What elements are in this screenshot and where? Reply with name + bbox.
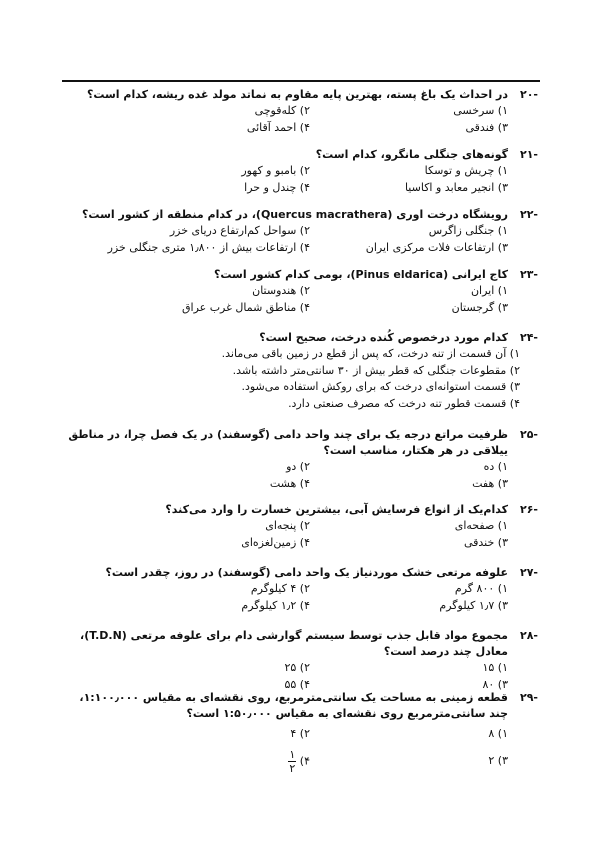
question-20 xyxy=(60,87,538,136)
option-2[interactable]: ۲) هندوستان xyxy=(252,284,310,297)
option-2[interactable]: ۲) سواحل کم‌ارتفاع دریای خزر xyxy=(169,224,310,237)
question-number: -۲۵ xyxy=(519,428,538,441)
option-4[interactable]: ۴) قسمت قطور تنه درخت که مصرف صنعتی دارد. xyxy=(288,396,520,410)
option-2[interactable]: ۲) ۴ xyxy=(290,727,310,740)
option-2[interactable]: ۲) دو xyxy=(286,460,310,473)
option-3[interactable]: ۳) انجیر معابد و اکاسیا xyxy=(404,180,508,194)
fraction-numerator: ۱ xyxy=(289,747,296,761)
question-27 xyxy=(60,565,538,614)
question-24 xyxy=(60,330,538,412)
option-4[interactable] xyxy=(142,749,340,774)
option-1[interactable]: ۱) صفحه‌ای xyxy=(454,519,508,532)
option-3[interactable]: ۳) ۸۰ xyxy=(482,677,508,691)
question-text: گونه‌های جنگلی مانگرو، کدام است؟ xyxy=(315,148,508,161)
question-number: -۲۹ xyxy=(519,691,538,704)
question-number: -۲۸ xyxy=(519,629,538,642)
question-21 xyxy=(60,147,538,196)
option-4[interactable]: ۴) احمد آقائی xyxy=(246,120,310,134)
question-29 xyxy=(60,690,538,774)
option-2[interactable]: ۲) پنجه‌ای xyxy=(265,519,310,532)
question-text: قطعه زمینی به مساحت یک سانتی‌مترمربع، روی نقشه‌ای به مقیاس ۱:۱۰۰٫۰۰۰، چند سانتی‌مترمربع روی نقشه‌ای به مقیاس ۱:۵۰٫۰۰۰ است؟ xyxy=(79,691,508,720)
option-3[interactable]: ۳) ارتفاعات فلات مرکزی ایران xyxy=(365,240,508,254)
option-1[interactable]: ۱) ایران xyxy=(470,284,508,297)
option-4[interactable]: ۴) مناطق شمال غرب عراق xyxy=(181,300,310,314)
question-number: -۲۰ xyxy=(519,88,538,101)
question-text: کاج ایرانی (Pinus eldarica)، بومی کدام کشور است؟ xyxy=(214,268,508,281)
option-3[interactable]: ۳) ۱٫۷ کیلوگرم xyxy=(439,598,508,612)
question-28 xyxy=(60,628,538,693)
option-3[interactable]: ۳) هفت xyxy=(472,476,508,490)
option-3[interactable]: ۳) گرجستان xyxy=(451,300,508,314)
option-2[interactable]: ۲) مقطوعات جنگلی که قطر بیش از ۳۰ سانتی‌متر داشته باشد. xyxy=(232,363,520,377)
option-2[interactable]: ۲) کله‌قوچی xyxy=(254,104,310,117)
option-1[interactable]: ۱) ۸ xyxy=(488,727,508,740)
fraction-denominator: ۲ xyxy=(289,761,296,775)
option-1[interactable]: ۱) سرخسی xyxy=(453,104,508,117)
option-1[interactable]: ۱) جنگلی زاگرس xyxy=(428,224,508,237)
option-4[interactable]: ۴) زمین‌لغزه‌ای xyxy=(241,535,310,549)
option-4[interactable]: ۴) ارتفاعات بیش از ۱٫۸۰۰ متری جنگلی خزر xyxy=(107,240,310,254)
question-number: -۲۲ xyxy=(519,208,538,221)
question-text: کدام‌یک از انواع فرسایش آبی، بیشترین خسارت را وارد می‌کند؟ xyxy=(165,503,508,516)
header-rule xyxy=(62,80,540,82)
option-1[interactable]: ۱) ۱۵ xyxy=(482,661,508,674)
option-4-label: ۴) xyxy=(299,754,310,767)
option-2[interactable]: ۲) ۲۵ xyxy=(284,661,310,674)
question-25 xyxy=(60,427,538,492)
question-23 xyxy=(60,267,538,316)
option-2[interactable]: ۲) ۴ کیلوگرم xyxy=(250,582,310,595)
option-3[interactable]: ۳) خندقی xyxy=(463,535,508,549)
option-1[interactable]: ۱) ۸۰۰ گرم xyxy=(454,582,508,595)
option-1[interactable]: ۱) چریش و توسکا xyxy=(424,164,508,177)
question-number: -۲۶ xyxy=(519,503,538,516)
fraction-one-half xyxy=(288,749,296,774)
question-26 xyxy=(60,502,538,551)
option-4[interactable]: ۴) ۱٫۲ کیلوگرم xyxy=(241,598,310,612)
option-4[interactable]: ۴) هشت xyxy=(269,476,310,490)
option-2[interactable]: ۲) بامبو و کهور xyxy=(241,164,310,177)
question-number: -۲۳ xyxy=(519,268,538,281)
question-text: در احداث یک باغ پسته، بهترین پایه مقاوم به نماتد مولد غده ریشه، کدام است؟ xyxy=(86,88,508,101)
question-text: مجموع مواد قابل جذب توسط سیستم گوارشی دام برای علوفه مرتعی (T.D.N)، معادل چند درصد است؟ xyxy=(80,629,508,658)
question-text: کدام مورد درخصوص کُنده درخت، صحیح است؟ xyxy=(259,331,508,344)
option-3[interactable]: ۳) قسمت استوانه‌ای درخت که برای روکش استفاده می‌شود. xyxy=(241,380,520,393)
question-number: -۲۷ xyxy=(519,566,538,579)
option-4[interactable]: ۴) چندل و حرا xyxy=(244,180,310,194)
option-3[interactable]: ۳) ۲ xyxy=(488,753,508,767)
option-1[interactable]: ۱) ده xyxy=(483,460,508,473)
question-text: علوفه مرتعی خشک موردنیاز یک واحد دامی (گوسفند) در روز، چقدر است؟ xyxy=(105,566,508,579)
question-text: رویشگاه درخت اوری (Quercus macrathera)، در کدام منطقه از کشور است؟ xyxy=(82,208,508,221)
question-text: ظرفیت مراتع درجه یک برای چند واحد دامی (گوسفند) در یک فصل چرا، در مناطق ییلاقی در هر هکتار، مناسب است؟ xyxy=(68,428,508,457)
question-22 xyxy=(60,207,538,256)
question-number: -۲۱ xyxy=(519,148,538,161)
option-3[interactable]: ۳) فندقی xyxy=(465,120,508,134)
option-4[interactable]: ۴) ۵۵ xyxy=(284,677,310,691)
question-number: -۲۴ xyxy=(519,331,538,344)
option-1[interactable]: ۱) آن قسمت از تنه درخت، که پس از قطع در زمین باقی می‌ماند. xyxy=(221,347,520,360)
